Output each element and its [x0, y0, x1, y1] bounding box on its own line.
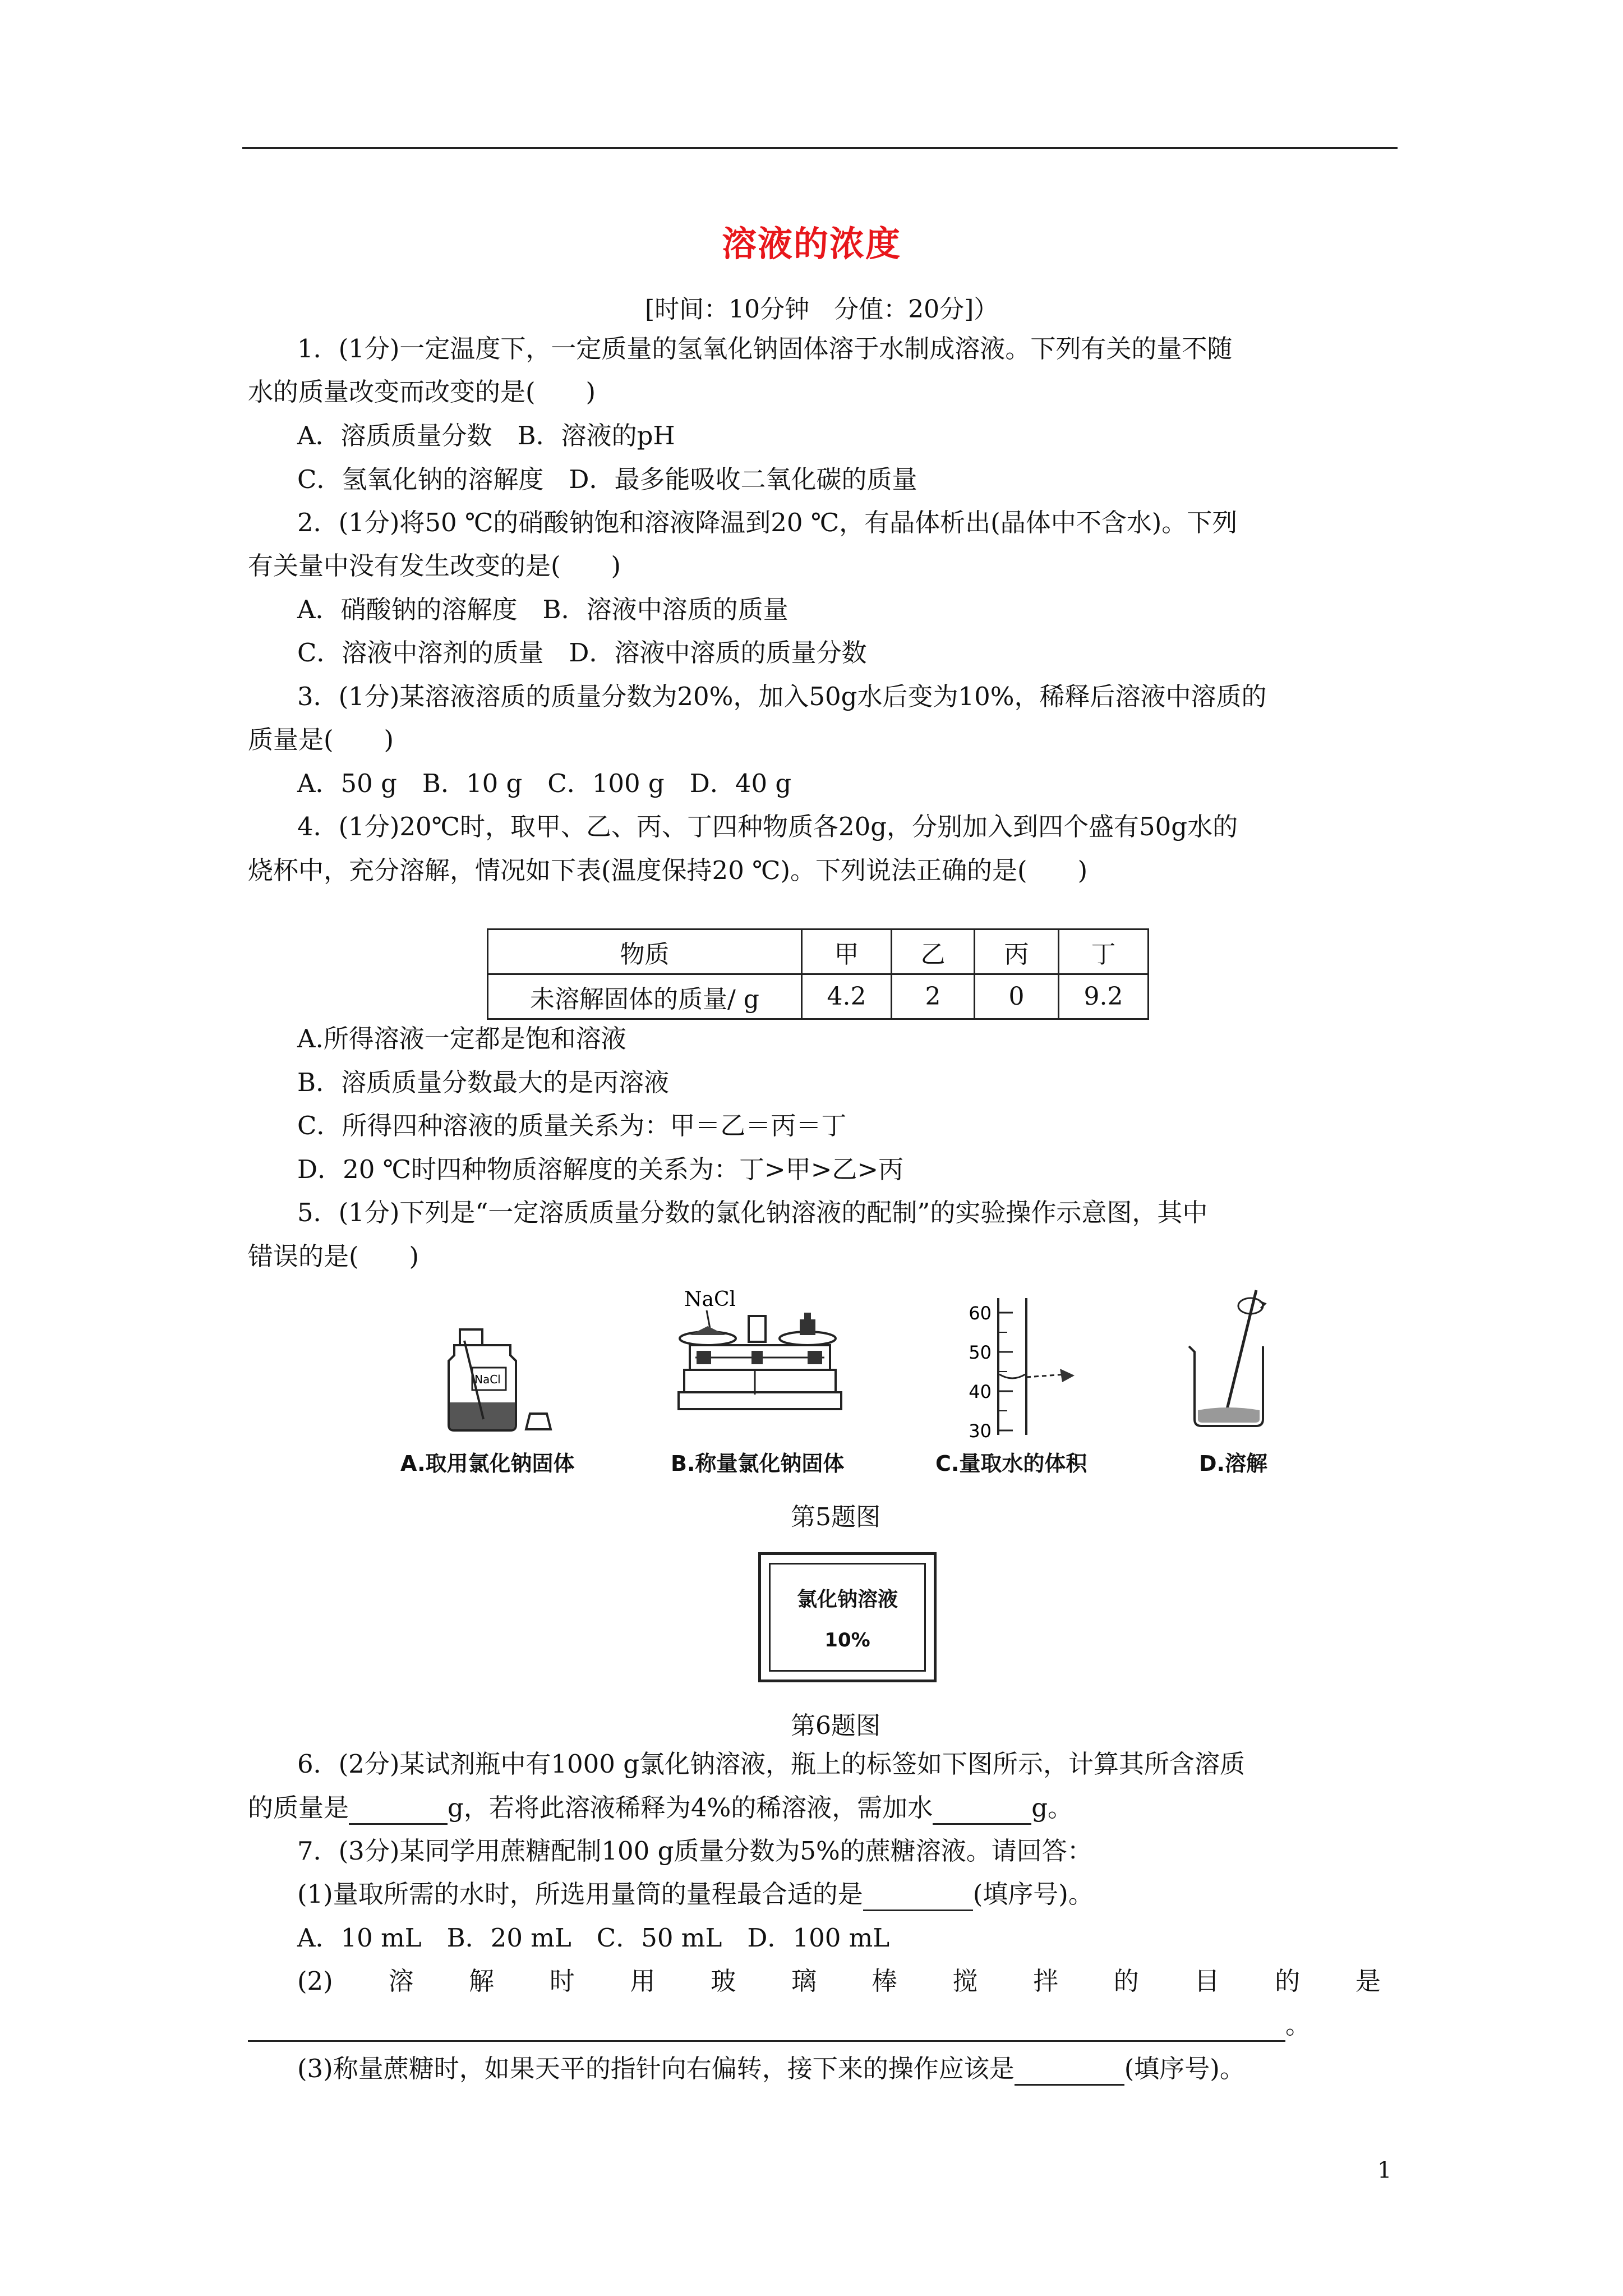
q4-option-b: B．溶质质量分数最大的是丙溶液 [297, 1068, 670, 1097]
balance-illustration [667, 1285, 852, 1447]
q7-sub2-char: 解 [469, 1966, 495, 1996]
q6-stem-line2 [248, 1793, 1073, 1825]
q7-sub1-answer-blank[interactable] [863, 1879, 973, 1911]
reagent-label-inner [769, 1563, 926, 1672]
table-row [488, 974, 1149, 1019]
q7-sub3-answer-blank[interactable] [1015, 2054, 1124, 2086]
label-solution-name: 氯化钠溶液 [796, 1588, 898, 1611]
q1-options-cd: C．氢氧化钠的溶解度 D．最多能吸收二氧化碳的质量 [297, 464, 917, 494]
time-score-info: [时间：10分钟 分值：20分]） [645, 295, 999, 324]
q7-sub2-end: 。 [1285, 2010, 1311, 2040]
q7-sub2-char: 时 [549, 1966, 575, 1996]
table-cell: 丙 [975, 930, 1059, 974]
q7-sub2-char: 的 [1113, 1966, 1139, 1996]
table-cell: 乙 [892, 930, 975, 974]
q2-options-cd: C．溶液中溶剂的质量 D．溶液中溶质的质量分数 [297, 638, 867, 668]
table-cell: 4.2 [802, 974, 892, 1019]
cylinder-tick-label: 60 [969, 1303, 992, 1324]
label-concentration: 10% [824, 1629, 870, 1651]
table-cell: 未溶解固体的质量/ g [488, 974, 802, 1019]
q6-answer-blank-1[interactable] [349, 1793, 448, 1825]
fig5-caption-b: B.称量氯化钠固体 [671, 1451, 845, 1476]
q6-answer-blank-2[interactable] [933, 1793, 1031, 1825]
q7-sub2-char: 目 [1194, 1966, 1220, 1996]
cylinder-tick-label: 50 [969, 1342, 992, 1363]
fig5-caption-a: A.取用氯化钠固体 [400, 1451, 575, 1476]
q1-options-ab: A．溶质质量分数 B．溶液的pH [297, 421, 675, 450]
table-cell: 丁 [1059, 930, 1149, 974]
q7-sub2-char: 玻 [711, 1966, 736, 1996]
table-cell: 9.2 [1059, 974, 1149, 1019]
q4-stem-line2: 烧杯中，充分溶解，情况如下表(温度保持20 ℃)。下列说法正确的是( ) [248, 855, 1088, 885]
q7-sub2-char: 溶 [388, 1966, 414, 1996]
q6-stem-line1: 6．(2分)某试剂瓶中有1000 g氯化钠溶液，瓶上的标签如下图所示，计算其所含溶质 [297, 1749, 1246, 1779]
q7-sub2-char: 搅 [952, 1966, 978, 1996]
q4-option-c: C．所得四种溶液的质量关系为：甲＝乙＝丙＝丁 [297, 1111, 847, 1140]
q7-sub2 [297, 1966, 1381, 1996]
q7-sub1-suffix: (填序号)。 [972, 1879, 1094, 1909]
q7-sub2-answer-blank[interactable] [248, 2010, 1285, 2042]
q7-sub1-options: A．10 mL B．20 mL C．50 mL D．100 mL [297, 1923, 890, 1953]
q1-stem-line1: 1．(1分)一定温度下，一定质量的氢氧化钠固体溶于水制成溶液。下列有关的量不随 [297, 334, 1233, 364]
q4-stem-line1: 4．(1分)20℃时，取甲、乙、丙、丁四种物质各20g，分别加入到四个盛有50g水的 [297, 812, 1238, 841]
q7-sub2-answer-line [248, 2010, 1311, 2042]
table-cell: 2 [892, 974, 975, 1019]
q7-sub3-suffix: (填序号)。 [1124, 2054, 1245, 2083]
q4-data-table [487, 928, 1149, 1020]
q6-text-part3: g。 [1031, 1793, 1073, 1823]
q6-text-part1: 的质量是 [248, 1793, 349, 1823]
q3-stem-line1: 3．(1分)某溶液溶质的质量分数为20%，加入50g水后变为10%，稀释后溶液中溶质的 [297, 682, 1267, 711]
q7-stem: 7．(3分)某同学用蔗糖配制100 g质量分数为5%的蔗糖溶液。请回答： [297, 1836, 1092, 1866]
fig6-title: 第6题图 [791, 1711, 880, 1740]
q5-stem-line1: 5．(1分)下列是“一定溶质质量分数的氯化钠溶液的配制”的实验操作示意图，其中 [297, 1198, 1208, 1227]
q7-sub2-char: 璃 [791, 1966, 817, 1996]
q7-sub2-char: 的 [1275, 1966, 1301, 1996]
table-header-row [488, 930, 1149, 974]
q7-sub2-char: 拌 [1033, 1966, 1059, 1996]
bottle-label-text: NaCl [474, 1373, 501, 1386]
table-cell: 甲 [802, 930, 892, 974]
fig5-caption-d: D.溶解 [1199, 1451, 1267, 1476]
q7-sub2-char: 棒 [872, 1966, 897, 1996]
q2-stem-line2: 有关量中没有发生改变的是( ) [248, 551, 621, 581]
nacl-label: NaCl [684, 1288, 736, 1311]
q7-sub2-char: (2) [297, 1966, 333, 1996]
page-number: 1 [1377, 2157, 1392, 2183]
q4-option-d: D．20 ℃时四种物质溶解度的关系为：丁>甲>乙>丙 [297, 1154, 904, 1184]
q1-stem-line2: 水的质量改变而改变的是( ) [248, 377, 596, 407]
q4-option-a: A.所得溶液一定都是饱和溶液 [297, 1024, 626, 1053]
q7-sub3 [297, 2054, 1245, 2086]
header-rule [242, 147, 1398, 149]
q7-sub1-text: (1)量取所需的水时，所选用量筒的量程最合适的是 [297, 1879, 863, 1909]
q2-stem-line1: 2．(1分)将50 ℃的硝酸钠饱和溶液降温到20 ℃，有晶体析出(晶体中不含水)。下列 [297, 508, 1238, 537]
cylinder-tick-label: 40 [969, 1381, 992, 1402]
page-title: 溶液的浓度 [721, 223, 901, 264]
table-cell: 物质 [488, 930, 802, 974]
q7-sub2-char: 用 [630, 1966, 656, 1996]
q6-text-part2: g，若将此溶液稀释为4%的稀溶液，需加水 [448, 1793, 933, 1823]
fig5-caption-c: C.量取水的体积 [935, 1451, 1087, 1476]
q5-stem-line2: 错误的是( ) [248, 1241, 419, 1271]
reagent-bottle-illustration [432, 1324, 561, 1436]
table-cell: 0 [975, 974, 1059, 1019]
q7-sub2-char: 是 [1355, 1966, 1381, 1996]
beaker-illustration [1172, 1285, 1284, 1442]
fig5-title: 第5题图 [791, 1503, 880, 1531]
q3-stem-line2: 质量是( ) [248, 725, 394, 754]
q7-sub1 [297, 1879, 1094, 1911]
cylinder-tick-label: 30 [969, 1420, 992, 1442]
q2-options-ab: A．硝酸钠的溶解度 B．溶液中溶质的质量 [297, 595, 789, 624]
measuring-cylinder-illustration [948, 1290, 1094, 1442]
q7-sub3-text: (3)称量蔗糖时，如果天平的指针向右偏转，接下来的操作应该是 [297, 2054, 1015, 2083]
q3-options: A．50 g B．10 g C．100 g D．40 g [297, 769, 792, 798]
reagent-label-figure [758, 1552, 937, 1682]
